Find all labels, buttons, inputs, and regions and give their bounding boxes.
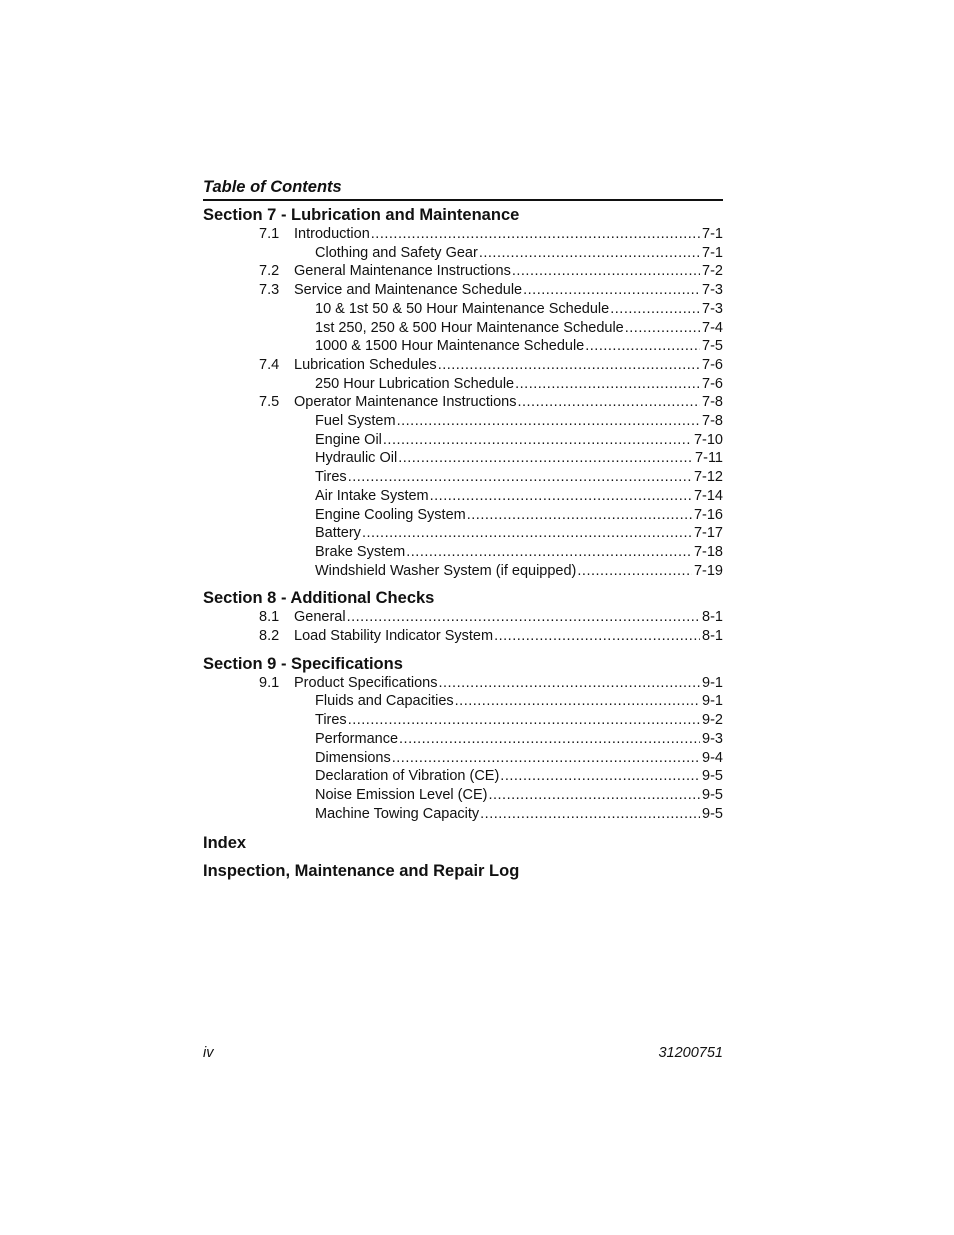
toc-subentry[interactable] <box>203 412 723 431</box>
dot-leader <box>625 319 700 338</box>
entry-number: 9.1 <box>259 674 280 691</box>
toc-entry[interactable] <box>203 627 723 646</box>
entry-page: 9-1 <box>702 693 723 710</box>
toc-subentry[interactable] <box>203 468 723 487</box>
toc-subentry[interactable] <box>203 506 723 525</box>
toc-subentry[interactable] <box>203 786 723 805</box>
dot-leader <box>585 337 700 356</box>
entry-number: 7.1 <box>259 226 280 242</box>
toc-entry[interactable] <box>203 356 723 375</box>
entry-title: Load Stability Indicator System <box>294 628 494 645</box>
entry-page: 7-1 <box>702 244 723 261</box>
entry-page: 9-3 <box>702 730 723 747</box>
dot-leader <box>467 506 692 525</box>
entry-title: Fluids and Capacities <box>315 693 454 710</box>
index-heading[interactable]: Index <box>203 834 247 853</box>
entry-title: Operator Maintenance Instructions <box>294 394 517 411</box>
dot-leader <box>523 281 700 300</box>
toc-subentry[interactable] <box>203 749 723 768</box>
toc-entry[interactable] <box>203 281 723 300</box>
entry-title: 250 Hour Lubrication Schedule <box>315 375 515 392</box>
section-heading[interactable]: Section 7 - Lubrication and Maintenance <box>203 206 520 224</box>
toc-subentry[interactable] <box>203 543 723 562</box>
toc-subentry[interactable] <box>203 487 723 506</box>
entry-page: 9-5 <box>702 786 723 803</box>
entry-page: 9-2 <box>702 712 723 729</box>
entry-number: 8.1 <box>259 609 280 626</box>
toc-entry[interactable] <box>203 608 723 627</box>
entry-title: 1st 250, 250 & 500 Hour Maintenance Schedule <box>315 319 624 336</box>
entry-title: Service and Maintenance Schedule <box>294 282 523 299</box>
entry-number: 8.2 <box>259 628 280 645</box>
toc-subentry[interactable] <box>203 319 723 338</box>
dot-leader <box>488 786 700 805</box>
toc-section <box>203 588 723 645</box>
toc-subentry[interactable] <box>203 730 723 749</box>
toc-section <box>203 205 723 580</box>
entry-page: 7-6 <box>702 356 723 373</box>
entry-title: Clothing and Safety Gear <box>315 244 478 261</box>
entry-title: Product Specifications <box>294 674 438 691</box>
toc-subentry[interactable] <box>203 711 723 730</box>
entry-page: 9-5 <box>702 805 723 822</box>
entry-title: 1000 & 1500 Hour Maintenance Schedule <box>315 338 585 355</box>
entry-page: 7-10 <box>693 431 723 448</box>
toc-entry[interactable] <box>203 225 723 244</box>
entry-page: 7-2 <box>702 263 723 280</box>
footer-doc-number: 31200751 <box>658 1045 723 1061</box>
entry-page: 7-8 <box>702 413 723 430</box>
entry-title: Engine Cooling System <box>315 506 466 523</box>
entry-title: Battery <box>315 525 361 542</box>
dot-leader <box>455 692 700 711</box>
dot-leader <box>494 627 700 646</box>
toc-subentry[interactable] <box>203 805 723 824</box>
dot-leader <box>383 431 692 450</box>
entry-title: Tires <box>315 469 347 486</box>
entry-page: 7-11 <box>695 450 723 467</box>
entry-title: Performance <box>315 730 399 747</box>
dot-leader <box>398 449 693 468</box>
dot-leader <box>479 244 700 263</box>
toc-subentry[interactable] <box>203 767 723 786</box>
toc-subentry[interactable] <box>203 449 723 468</box>
dot-leader <box>397 412 700 431</box>
entry-page: 7-12 <box>693 469 723 486</box>
page-footer <box>203 1043 723 1063</box>
toc-sections <box>203 205 723 823</box>
dot-leader <box>438 356 700 375</box>
entry-title: General Maintenance Instructions <box>294 263 511 280</box>
entry-page: 7-19 <box>693 562 723 579</box>
entry-page: 7-4 <box>702 319 723 336</box>
entry-title: Introduction <box>294 226 370 242</box>
entry-number: 7.2 <box>259 263 280 280</box>
entry-title: General <box>294 609 346 626</box>
dot-leader <box>362 524 692 543</box>
toc-subentry[interactable] <box>203 375 723 394</box>
dot-leader <box>371 225 700 244</box>
dot-leader <box>517 393 700 412</box>
entry-title: Machine Towing Capacity <box>315 805 480 822</box>
entry-title: Fuel System <box>315 413 396 430</box>
dot-leader <box>348 468 692 487</box>
toc-subentry[interactable] <box>203 300 723 319</box>
entry-title: Tires <box>315 712 347 729</box>
dot-leader <box>512 262 700 281</box>
dot-leader <box>577 562 692 581</box>
entry-page: 7-14 <box>693 487 723 504</box>
section-heading[interactable]: Section 8 - Additional Checks <box>203 589 435 608</box>
dot-leader <box>406 543 692 562</box>
entry-page: 8-1 <box>702 628 723 645</box>
entry-number: 7.5 <box>259 394 280 411</box>
toc-subentry[interactable] <box>203 244 723 263</box>
toc-entry[interactable] <box>203 674 723 693</box>
entry-title: Dimensions <box>315 749 391 766</box>
toc-entry[interactable] <box>203 262 723 281</box>
footer-page-number: iv <box>203 1045 214 1061</box>
entry-page: 7-16 <box>693 506 723 523</box>
entry-title: Hydraulic Oil <box>315 450 398 467</box>
dot-leader <box>438 674 700 693</box>
toc-subentry[interactable] <box>203 562 723 581</box>
entry-page: 8-1 <box>702 609 723 626</box>
section-heading[interactable]: Section 9 - Specifications <box>203 654 403 673</box>
toc-section <box>203 654 723 824</box>
dot-leader <box>480 805 700 824</box>
dot-leader <box>500 767 700 786</box>
entry-page: 9-1 <box>702 674 723 691</box>
dot-leader <box>392 749 700 768</box>
entry-page: 7-6 <box>702 375 723 392</box>
entry-title: Windshield Washer System (if equipped) <box>315 562 577 579</box>
entry-title: Noise Emission Level (CE) <box>315 786 488 803</box>
toc-subentry[interactable] <box>203 692 723 711</box>
dot-leader <box>610 300 700 319</box>
toc-entry[interactable] <box>203 393 723 412</box>
toc-subentry[interactable] <box>203 337 723 356</box>
dot-leader <box>399 730 700 749</box>
entry-number: 7.4 <box>259 356 280 373</box>
entry-title: Declaration of Vibration (CE) <box>315 768 500 785</box>
entry-page: 9-5 <box>702 768 723 785</box>
dot-leader <box>515 375 700 394</box>
entry-page: 7-17 <box>693 525 723 542</box>
entry-page: 7-3 <box>702 282 723 299</box>
entry-title: Brake System <box>315 543 406 560</box>
entry-page: 7-5 <box>702 338 723 355</box>
running-head: Table of Contents <box>203 176 723 201</box>
toc-subentry[interactable] <box>203 524 723 543</box>
dot-leader <box>347 608 700 627</box>
entry-page: 7-1 <box>702 226 723 242</box>
entry-page: 7-3 <box>702 300 723 317</box>
entry-title: Lubrication Schedules <box>294 356 437 373</box>
entry-page: 7-18 <box>693 543 723 560</box>
entry-page: 9-4 <box>702 749 723 766</box>
entry-page: 7-8 <box>702 394 723 411</box>
log-heading[interactable]: Inspection, Maintenance and Repair Log <box>203 862 520 881</box>
toc-subentry[interactable] <box>203 431 723 450</box>
entry-title: 10 & 1st 50 & 50 Hour Maintenance Schedule <box>315 300 610 317</box>
dot-leader <box>348 711 700 730</box>
entry-title: Engine Oil <box>315 431 382 448</box>
toc-page <box>203 176 723 881</box>
entry-title: Air Intake System <box>315 487 429 504</box>
dot-leader <box>430 487 692 506</box>
entry-number: 7.3 <box>259 282 280 299</box>
